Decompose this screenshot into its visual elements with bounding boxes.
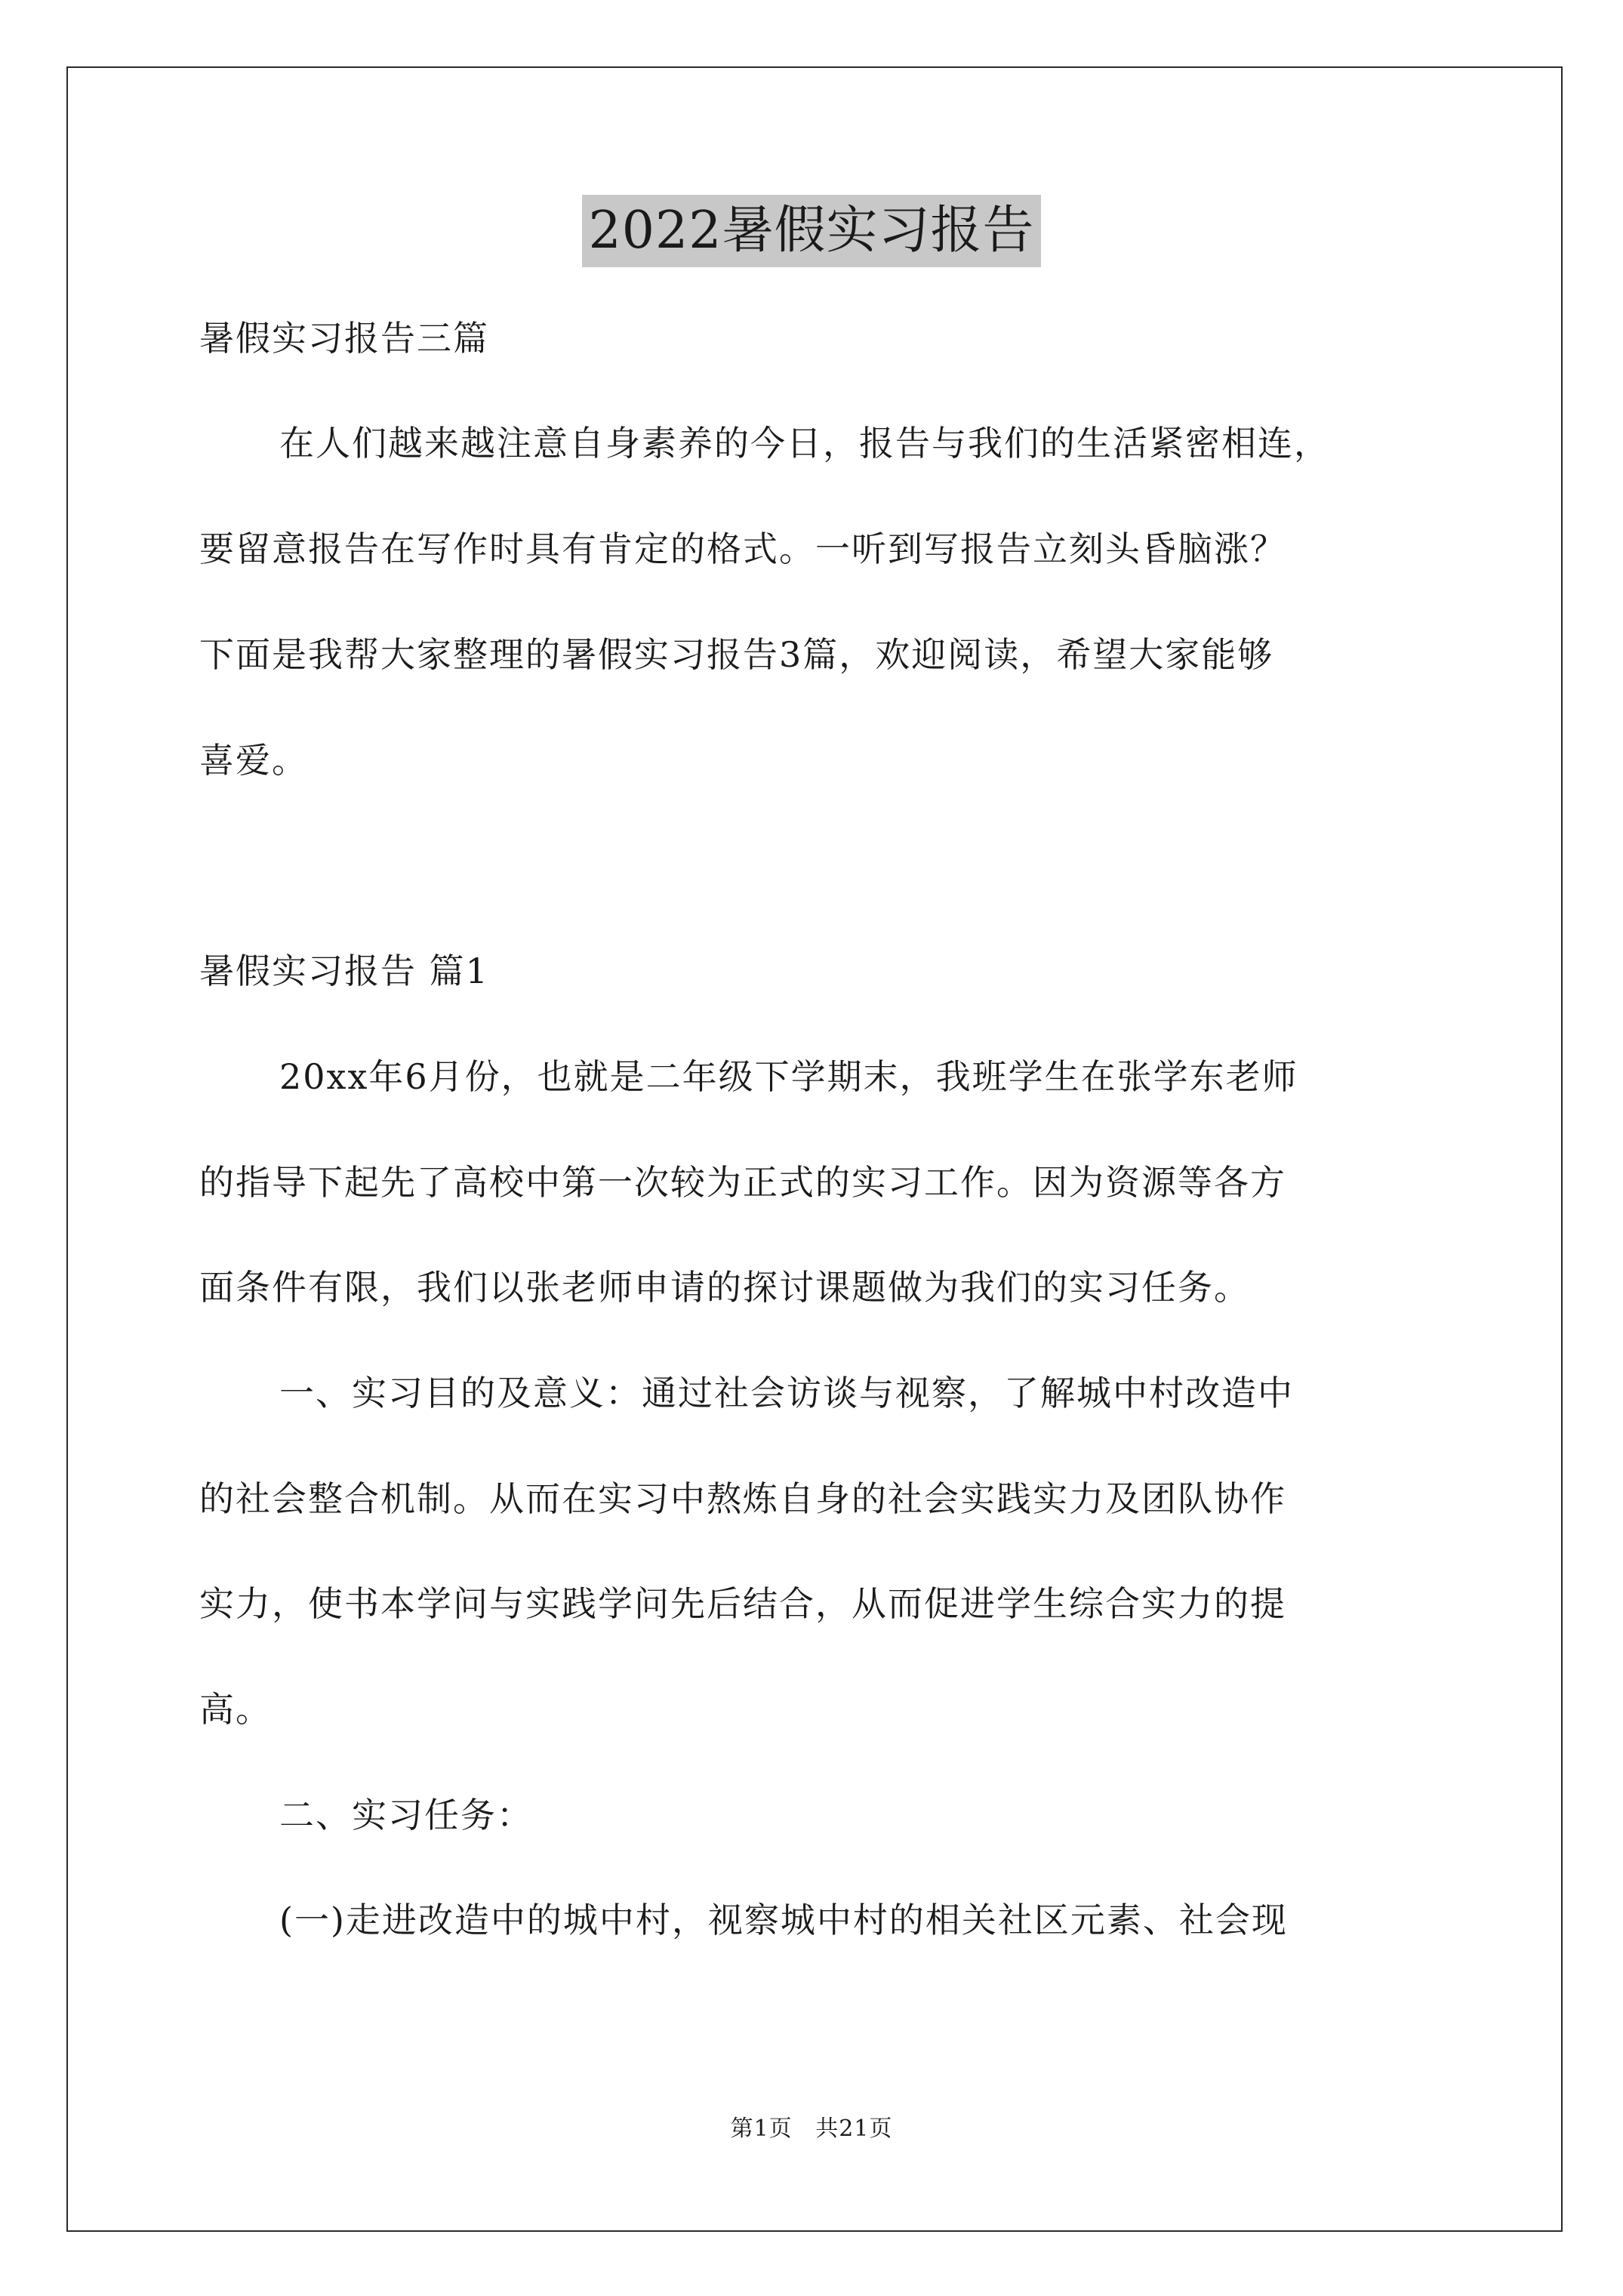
paragraph-line: 的指导下起先了高校中第一次较为正式的实习工作。因为资源等各方: [199, 1162, 1286, 1203]
paragraph-line: 面条件有限，我们以张老师申请的探讨课题做为我们的实习任务。: [199, 1267, 1250, 1308]
paragraph-line: 实力，使书本学问与实践学问先后结合，从而促进学生综合实力的提: [199, 1583, 1286, 1624]
page-total: 共21页: [815, 2116, 893, 2142]
page-footer: [0, 2114, 1623, 2144]
intro-line: 要留意报告在写作时具有肯定的格式。一听到写报告立刻头昏脑涨？: [199, 529, 1286, 569]
section-heading: 暑假实习报告 篇1: [199, 951, 489, 991]
title-container: [0, 195, 1623, 267]
intro-line: 喜爱。: [199, 740, 308, 781]
paragraph-line: 20xx年6月份，也就是二年级下学期末，我班学生在张学东老师: [279, 1056, 1298, 1097]
paragraph-line: 二、实习任务：: [279, 1795, 533, 1835]
paragraph-line: (一)走进改造中的城中村，视察城中村的相关社区元素、社会现: [279, 1900, 1288, 1940]
intro-line: 下面是我帮大家整理的暑假实习报告3篇，欢迎阅读，希望大家能够: [199, 634, 1274, 675]
page-number: 第1页: [730, 2116, 793, 2142]
paragraph-line: 一、实习目的及意义：通过社会访谈与视察，了解城中村改造中: [279, 1373, 1294, 1413]
paragraph-line: 高。: [199, 1689, 272, 1730]
intro-line: 在人们越来越注意自身素养的今日，报告与我们的生活紧密相连，: [279, 423, 1330, 464]
document-title: 2022暑假实习报告: [582, 195, 1040, 267]
document-subtitle: 暑假实习报告三篇: [199, 318, 489, 359]
paragraph-line: 的社会整合机制。从而在实习中熬炼自身的社会实践实力及团队协作: [199, 1478, 1286, 1519]
